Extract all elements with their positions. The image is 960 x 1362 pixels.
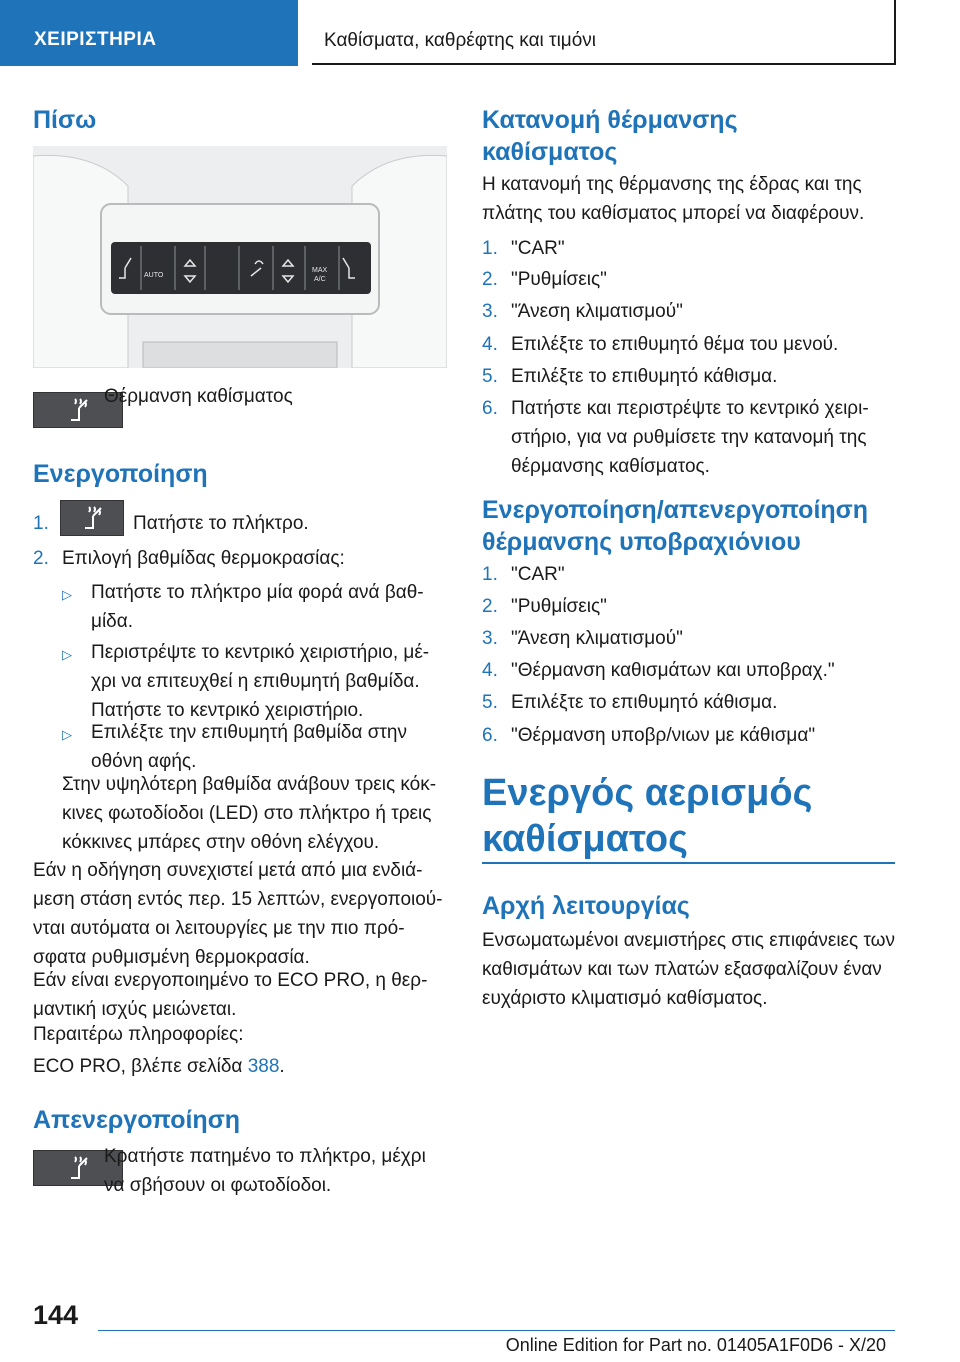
reference-text: ECO PRO, βλέπε σελίδα [33,1056,248,1077]
step-text: Επιλογή βαθμίδας θερμοκρασίας: [62,548,345,569]
step-text: "Άνεση κλιματισμού" [511,628,683,649]
step-text: "CAR" [511,564,565,585]
step-text: "Θέρμανση υποβρ/νιων με κάθισμα" [511,725,816,746]
header-section-tab [0,0,298,66]
step-text: "Άνεση κλιματισμού" [511,301,683,322]
step-number: 6. [482,398,498,419]
footer-divider [98,1330,895,1331]
step-text: "CAR" [511,238,565,259]
deactivation-heading: Απενεργοποίηση [33,1106,241,1134]
triangle-bullet-icon: ▷ [62,647,72,662]
principle-heading: Αρχή λειτουργίας [482,892,690,920]
panel-ac-label: A/C [314,276,326,283]
paragraph: Εάν είναι ενεργοποιημένο το ECO PRO, η θερ- μαντική ισχύς μειώνεται. [33,970,428,1020]
step-number: 4. [482,334,498,355]
step-number: 4. [482,660,498,681]
header-section-title: ΧΕΙΡΙΣΤΗΡΙΑ [34,29,157,50]
bullet-text: Περιστρέψτε το κεντρικό χειριστήριο, μέ- χρι να επιτευχθεί η επιθυμητή βαθμίδα. Πατήστε το κεντρικό χειριστήριο. [91,642,430,721]
header-chapter-box [312,0,896,65]
ventilation-heading: Ενεργός αερισμός καθίσματος [482,772,813,860]
step-number: 3. [482,301,498,322]
step-number: 2. [482,596,498,617]
edition-info: Online Edition for Part no. 01405A1F0D6 - X/20 [505,1335,886,1355]
step-text: "Θέρμανση καθισμάτων και υποβραχ." [511,660,835,681]
rear-control-panel-photo [33,146,447,368]
step-number: 5. [482,692,498,713]
step-number: 1. [33,513,49,534]
rear-panel-illustration [33,146,447,368]
panel-auto-label: AUTO [144,272,164,279]
seat-heating-caption: Θέρμανση καθίσματος [104,386,293,407]
bullet-text: Πατήστε το πλήκτρο μία φορά ανά βαθ- μίδα. [91,582,424,632]
reference-suffix: . [279,1056,285,1077]
deactivation-text: Κρατήστε πατημένο το πλήκτρο, μέχρι να σβήσουν οι φωτοδίοδοι. [104,1146,426,1196]
step-number: 1. [482,238,498,259]
step-text: Πατήστε και περιστρέψτε το κεντρικό χειρι- στήριο, για να ρυθμίσετε την κατανομή της θέρμανσης καθίσματος. [511,398,869,477]
step-number: 3. [482,628,498,649]
step-number: 2. [33,548,49,569]
step-text: Επιλέξτε το επιθυμητό κάθισμα. [511,692,778,713]
step-text: "Ρυθμίσεις" [511,269,607,290]
rear-heading: Πίσω [33,106,97,134]
panel-max-label: MAX [312,267,328,274]
page-number: 144 [33,1300,79,1330]
paragraph: Εάν η οδήγηση συνεχιστεί μετά από μια ενδιά- μεση στάση εντός περ. 15 λεπτών, ενεργοποιού- νται αυτόματα οι λειτουργίες με την πιο πρό- σφατα ρυθμισμένη θερμοκρασία. [33,860,443,968]
more-info-label: Περαιτέρω πληροφορίες: [33,1024,244,1045]
page-link[interactable]: 388 [247,1056,280,1077]
armrest-heading: Ενεργοποίηση/απενεργοποίηση θέρμανσης υποβραχιόνιου [482,496,869,556]
header-chapter-title: Καθίσματα, καθρέφτης και τιμόνι [324,30,597,51]
triangle-bullet-icon: ▷ [62,727,72,742]
led-note: Στην υψηλότερη βαθμίδα ανάβουν τρεις κόκ- κινες φωτοδίοδοι (LED) στο πλήκτρο ή τρεις κόκκινες μπάρες στην οθόνη ελέγχου. [62,774,437,853]
step-text: Επιλέξτε το επιθυμητό θέμα του μενού. [511,334,839,355]
seat-heating-icon [60,500,124,536]
step-number: 6. [482,725,498,746]
section-divider [482,862,895,864]
distribution-intro: Η κατανομή της θέρμανσης της έδρας και της πλάτης του καθίσματος μπορεί να διαφέρουν. [482,174,865,224]
step-text: Πατήστε το πλήκτρο. [133,513,309,534]
step-number: 1. [482,564,498,585]
bullet-text: Επιλέξτε την επιθυμητή βαθμίδα στην οθόνη αφής. [91,722,407,772]
activation-heading: Ενεργοποίηση [33,460,208,488]
step-text: "Ρυθμίσεις" [511,596,607,617]
step-number: 5. [482,366,498,387]
distribution-heading: Κατανομή θέρμανσης καθίσματος [482,106,738,166]
cross-reference [33,1052,285,1081]
step-number: 2. [482,269,498,290]
triangle-bullet-icon: ▷ [62,587,72,602]
step-text: Επιλέξτε το επιθυμητό κάθισμα. [511,366,778,387]
principle-text: Ενσωματωμένοι ανεμιστήρες στις επιφάνειες των καθισμάτων και των πλατών εξασφαλίζουν έναν ευχάριστο κλιματισμό καθίσματος. [482,930,896,1009]
